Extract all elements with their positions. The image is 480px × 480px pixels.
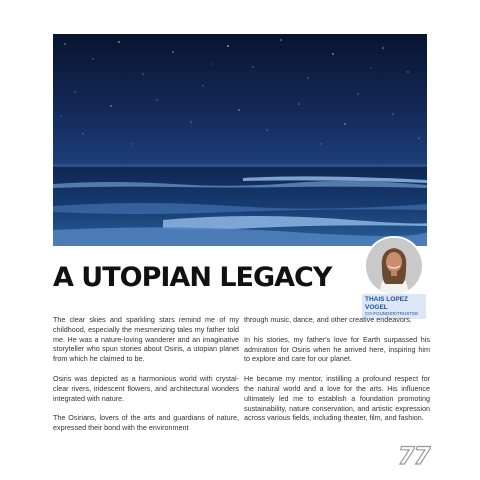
article-column-right: [244, 315, 430, 433]
author-avatar: [364, 236, 424, 296]
author-name-last: VOGEL: [365, 303, 388, 311]
paragraph: The clear skies and sparkling stars remind me of my childhood, especially the mesmerizing tales my father told me. He was a nature-loving wanderer and an imaginative storyteller who spun stories about Osiris, a utopian planet from which he claimed to be.: [53, 315, 239, 364]
paragraph: Osiris was depicted as a harmonious world with crystal-clear rivers, iridescent flowers, and architectural wonders integrated with nature.: [53, 373, 239, 403]
hero-image-night-ocean: [53, 34, 427, 246]
paragraph: through music, dance, and other creative endeavors.: [244, 315, 412, 324]
article-title: A UTOPIAN LEGACY: [53, 262, 332, 293]
paragraph: He became my mentor, instilling a profound respect for the natural world and a love for the arts. His influence ultimately led me to establish a foundation promoting sustainability, nature conservation, and artistic expression across various fields, including theater, film, and fashion.: [244, 374, 430, 423]
page-number: 77: [398, 442, 430, 470]
paragraph: In his stories, my father's love for Earth surpassed his admiration for Osiris when he arrived here, inspiring him to explore and care for our planet.: [244, 334, 430, 364]
author-card: [362, 236, 426, 319]
author-name-first: THAIS LOPEZ: [365, 296, 408, 303]
paragraph: The Osirians, lovers of the arts and guardians of nature, expressed their bond with the environment: [53, 413, 239, 433]
article-column-left: [53, 315, 239, 443]
author-role: CO-FOUNDER/TRUSTEE: [365, 311, 419, 316]
